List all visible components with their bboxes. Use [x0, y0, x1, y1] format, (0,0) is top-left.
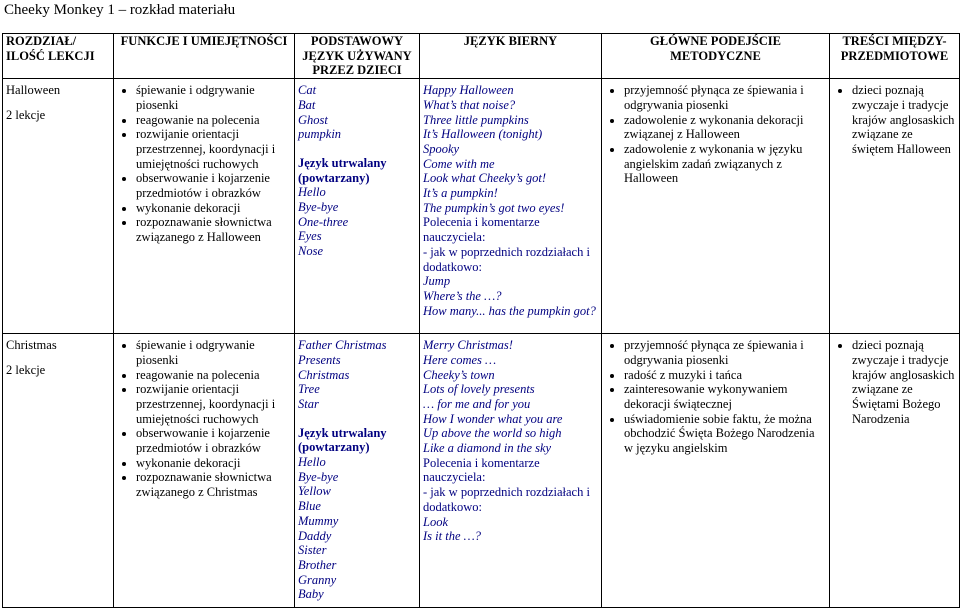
- phrase-line: Look: [423, 514, 448, 529]
- chapter-title: Halloween: [6, 83, 61, 98]
- method-cell: [602, 79, 830, 334]
- phrase-line: Happy Halloween: [423, 83, 514, 98]
- phrase-line: Eyes: [298, 229, 322, 244]
- phrase-line: Bye-bye: [298, 200, 339, 215]
- phrase-line: Sister: [298, 543, 327, 558]
- phrase-line: … for me and for you: [423, 396, 531, 411]
- phrase-line: Ghost: [298, 112, 328, 127]
- phrase-line: Where’s the …?: [423, 288, 502, 303]
- phrase-line: pumpkin: [298, 127, 342, 142]
- phrase-line: Look what Cheeky’s got!: [423, 171, 547, 186]
- document-title-bar: [0, 0, 960, 30]
- phrase-line: Like a diamond in the sky: [423, 441, 552, 456]
- phrase-line: Cheeky’s town: [423, 367, 495, 382]
- phrase-line: Star: [298, 396, 319, 411]
- phrase-line: How I wonder what you are: [423, 411, 563, 426]
- chapter-cell: [3, 79, 114, 334]
- list-item: • zadowolenie z wykonania dekoracji związanej z Halloween: [624, 113, 826, 142]
- fixed-language-label: Język utrwalany (powtarzany): [298, 425, 387, 455]
- list-item: • śpiewanie i odgrywanie piosenki: [136, 338, 291, 367]
- phrase-line: What’s that noise?: [423, 97, 516, 112]
- method-cell: [602, 334, 830, 608]
- phrase-line: Jump: [423, 274, 451, 289]
- skills-cell: [114, 334, 295, 608]
- header-row: [3, 34, 960, 79]
- teacher-commands: [423, 515, 598, 544]
- fixed-words: [298, 455, 416, 602]
- skills-list: [117, 338, 291, 500]
- active-words: [298, 83, 416, 142]
- passive-phrases: [423, 338, 598, 456]
- fixed-language-label: Język utrwalany (powtarzany): [298, 155, 387, 185]
- teacher-commands: [423, 274, 598, 318]
- phrase-line: It’s a pumpkin!: [423, 186, 498, 201]
- header-cross-curricular: TREŚCI MIĘDZY-PRZEDMIOTOWE: [830, 34, 960, 79]
- phrase-line: One-three: [298, 214, 349, 229]
- list-item: • radość z muzyki i tańca: [624, 368, 826, 383]
- phrase-line: Blue: [298, 499, 321, 514]
- list-item: • obserwowanie i kojarzenie przedmiotów i obrazków: [136, 426, 291, 455]
- cross-curricular-cell: [830, 334, 960, 608]
- header-active-language: PODSTAWOWY JĘZYK UŻYWANY PRZEZ DZIECI: [295, 34, 420, 79]
- header-chapter: ROZDZIAŁ/ ILOŚĆ LEKCJI: [3, 34, 114, 79]
- table-row: [3, 79, 960, 334]
- teacher-note: - jak w poprzednich rozdziałach i dodatkowo:: [423, 485, 590, 514]
- phrase-line: Tree: [298, 382, 320, 397]
- cross-list: [833, 83, 956, 157]
- list-item: • dzieci poznają zwyczaje i tradycje krajów anglosaskich związane ze Świętami Bożego Narodzenia: [852, 338, 956, 426]
- list-item: • wykonanie dekoracji: [136, 456, 291, 471]
- list-item: • dzieci poznają zwyczaje i tradycje krajów anglosaskich związane ze świętem Halloween: [852, 83, 956, 157]
- phrase-line: Yellow: [298, 484, 331, 499]
- list-item: • śpiewanie i odgrywanie piosenki: [136, 83, 291, 112]
- phrase-line: Come with me: [423, 156, 495, 171]
- cross-list: [833, 338, 956, 426]
- phrase-line: Christmas: [298, 367, 350, 382]
- table-row: [3, 334, 960, 608]
- list-item: • wykonanie dekoracji: [136, 201, 291, 216]
- phrase-line: Nose: [298, 244, 323, 259]
- list-item: • rozpoznawanie słownictwa związanego z Christmas: [136, 470, 291, 499]
- list-item: • obserwowanie i kojarzenie przedmiotów i obrazków: [136, 171, 291, 200]
- teacher-note: - jak w poprzednich rozdziałach i dodatkowo:: [423, 244, 590, 274]
- chapter-cell: [3, 334, 114, 608]
- lesson-count: 2 lekcje: [6, 107, 46, 122]
- active-words: [298, 338, 416, 412]
- teacher-label: Polecenia i komentarze nauczyciela:: [423, 215, 540, 245]
- list-item: • rozwijanie orientacji przestrzennej, koordynacji i umiejętności ruchowych: [136, 127, 291, 171]
- phrase-line: Merry Christmas!: [423, 338, 513, 353]
- list-item: • uświadomienie sobie faktu, że można obchodzić Święta Bożego Narodzenia w języku angielskim: [624, 412, 826, 456]
- phrase-line: The pumpkin’s got two eyes!: [423, 200, 565, 215]
- passive-phrases: [423, 83, 598, 215]
- list-item: • rozwijanie orientacji przestrzennej, koordynacji i umiejętności ruchowych: [136, 382, 291, 426]
- phrase-line: It’s Halloween (tonight): [423, 127, 543, 142]
- header-passive-language: JĘZYK BIERNY: [420, 34, 602, 79]
- phrase-line: Hello: [298, 455, 326, 470]
- list-item: • reagowanie na polecenia: [136, 368, 291, 383]
- phrase-line: How many... has the pumpkin got?: [423, 303, 596, 318]
- list-item: • reagowanie na polecenia: [136, 113, 291, 128]
- cross-curricular-cell: [830, 79, 960, 334]
- phrase-line: Is it the …?: [423, 529, 481, 544]
- list-item: • przyjemność płynąca ze śpiewania i odgrywania piosenki: [624, 83, 826, 112]
- passive-language-cell: [420, 79, 602, 334]
- list-item: • zainteresowanie wykonywaniem dekoracji świątecznej: [624, 382, 826, 411]
- phrase-line: Lots of lovely presents: [423, 382, 535, 397]
- phrase-line: Cat: [298, 83, 317, 98]
- header-method: GŁÓWNE PODEJŚCIE METODYCZNE: [602, 34, 830, 79]
- method-list: [605, 338, 826, 456]
- phrase-line: Up above the world so high: [423, 426, 562, 441]
- phrase-line: Father Christmas: [298, 338, 387, 353]
- phrase-line: Here comes …: [423, 352, 497, 367]
- phrase-line: Three little pumpkins: [423, 112, 529, 127]
- phrase-line: Mummy: [298, 513, 339, 528]
- document-title: Cheeky Monkey 1 – rozkład materiału: [4, 2, 236, 18]
- active-language-cell: [295, 79, 420, 334]
- list-item: • rozpoznawanie słownictwa związanego z Halloween: [136, 215, 291, 244]
- skills-cell: [114, 79, 295, 334]
- phrase-line: Granny: [298, 572, 337, 587]
- phrase-line: Hello: [298, 185, 326, 200]
- skills-list: [117, 83, 291, 245]
- header-skills: FUNKCJE I UMIEJĘTNOŚCI: [114, 34, 295, 79]
- list-item: • zadowolenie z wykonania w języku angielskim zadań związanych z Halloween: [624, 142, 826, 186]
- phrase-line: Presents: [298, 352, 341, 367]
- passive-language-cell: [420, 334, 602, 608]
- phrase-line: Brother: [298, 557, 337, 572]
- phrase-line: Bye-bye: [298, 469, 339, 484]
- phrase-line: Bat: [298, 97, 316, 112]
- fixed-words: [298, 185, 416, 259]
- chapter-title: Christmas: [6, 338, 57, 353]
- method-list: [605, 83, 826, 186]
- lesson-count: 2 lekcje: [6, 362, 46, 377]
- phrase-line: Baby: [298, 587, 324, 602]
- list-item: • przyjemność płynąca ze śpiewania i odgrywania piosenki: [624, 338, 826, 367]
- active-language-cell: [295, 334, 420, 608]
- phrase-line: Spooky: [423, 141, 460, 156]
- teacher-label: Polecenia i komentarze nauczyciela:: [423, 455, 540, 485]
- syllabus-table: [2, 33, 960, 608]
- phrase-line: Daddy: [298, 528, 332, 543]
